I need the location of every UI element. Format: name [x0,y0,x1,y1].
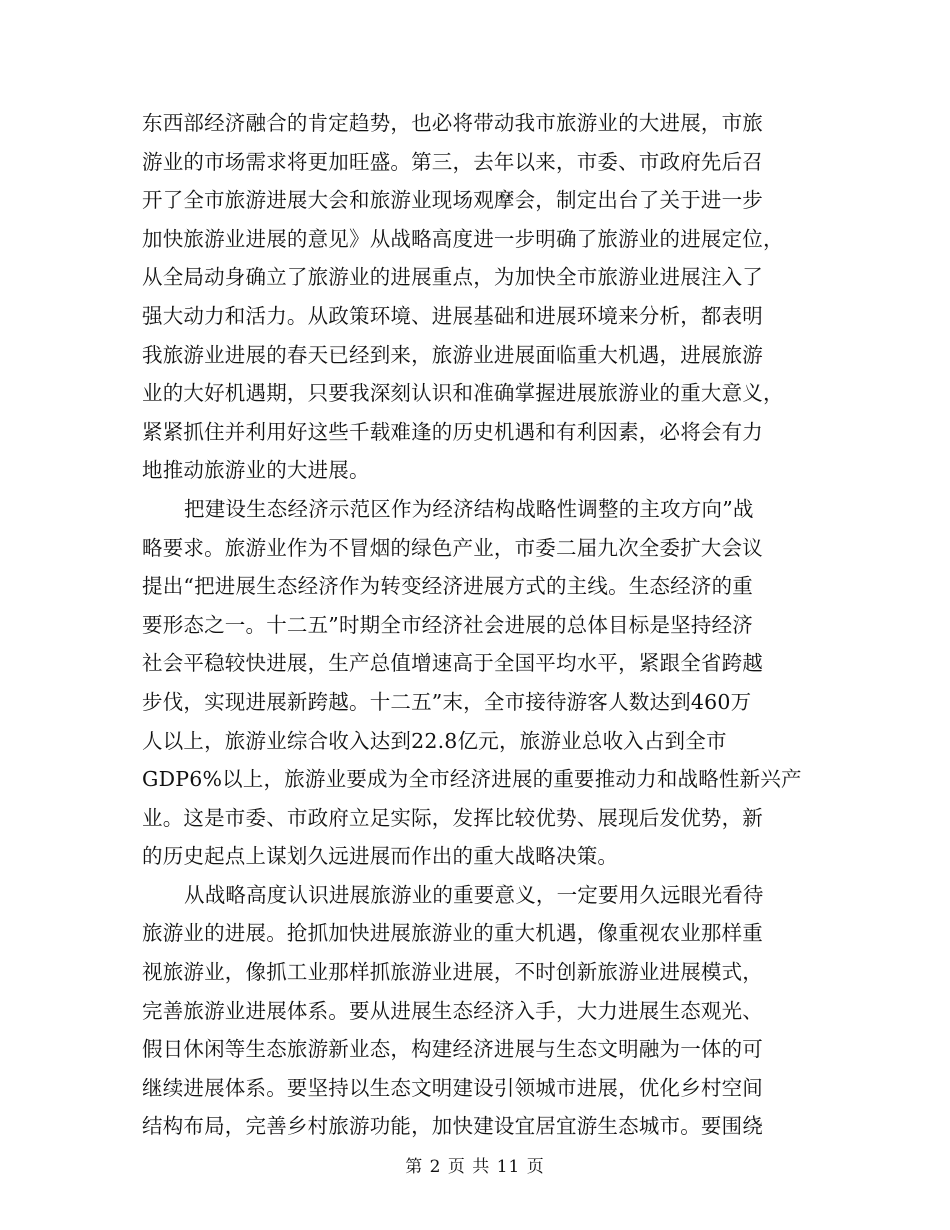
text-line: 继续进展体系。要坚持以生态文明建设引领城市进展，优化乡村空间 [142,1075,763,1100]
text-line: 游业的市场需求将更加旺盛。第三，去年以来，市委、市政府先后召 [142,149,763,174]
text-line: 假日休闲等生态旅游新业态，构建经济进展与生态文明融为一体的可 [142,1037,763,1062]
text-line: 东西部经济融合的肯定趋势，也必将带动我市旅游业的大进展，市旅 [142,111,763,135]
page-footer: 第 2 页 共 11 页 [405,1157,545,1177]
body-text [142,104,810,1146]
text-line: 视旅游业，像抓工业那样抓旅游业进展，不时创新旅游业进展模式， [142,960,763,985]
text-line: 把建设生态经济示范区作为经济结构战略性调整的主攻方向”战 [184,496,754,521]
text-line: 提出“把进展生态经济作为转变经济进展方式的主线。生态经济的重 [142,574,753,599]
text-line: 从全局动身确立了旅游业的进展重点，为加快全市旅游业进展注入了 [142,265,763,290]
text-line: 开了全市旅游进展大会和旅游业现场观摩会，制定出台了关于进一步 [142,188,763,213]
text-line: 完善旅游业进展体系。要从进展生态经济入手，大力进展生态观光、 [142,998,763,1023]
text-line: 结构布局，完善乡村旅游功能，加快建设宜居宜游生态城市。要围绕 [142,1114,763,1139]
text-line: 业。这是市委、市政府立足实际，发挥比较优势、展现后发优势，新 [142,805,763,830]
text-line: 旅游业的进展。抢抓加快进展旅游业的重大机遇，像重视农业那样重 [142,921,763,946]
text-line: 略要求。旅游业作为不冒烟的绿色产业，市委二届九次全委扩大会议 [142,535,763,560]
text-line: GDP6%以上，旅游业要成为全市经济进展的重要推动力和战略性新兴产 [142,767,802,792]
text-line: 我旅游业进展的春天已经到来，旅游业进展面临重大机遇，进展旅游 [142,342,763,367]
text-line: 人以上，旅游业综合收入达到22.8亿元，旅游业总收入占到全市 [142,728,727,753]
text-line: 的历史起点上谋划久远进展而作出的重大战略决策。 [142,844,619,869]
text-line: 业的大好机遇期，只要我深刻认识和准确掌握进展旅游业的重大意义， [142,381,784,406]
text-line: 要形态之一。十二五”时期全市经济社会进展的总体目标是坚持经济 [142,612,753,637]
text-line: 紧紧抓住并利用好这些千载难逢的历史机遇和有利因素，必将会有力 [142,419,763,444]
text-line: 强大动力和活力。从政策环境、进展基础和进展环境来分析，都表明 [142,303,763,328]
text-line: 地推动旅游业的大进展。 [142,458,370,483]
text-line: 步伐，实现进展新跨越。十二五”末，全市接待游客人数达到460万 [142,689,752,714]
text-line: 从战略高度认识进展旅游业的重要意义，一定要用久远眼光看待 [184,882,764,907]
text-line: 加快旅游业进展的意见》从战略高度进一步明确了旅游业的进展定位， [142,226,784,251]
text-line: 社会平稳较快进展，生产总值增速高于全国平均水平，紧跟全省跨越 [142,651,763,676]
